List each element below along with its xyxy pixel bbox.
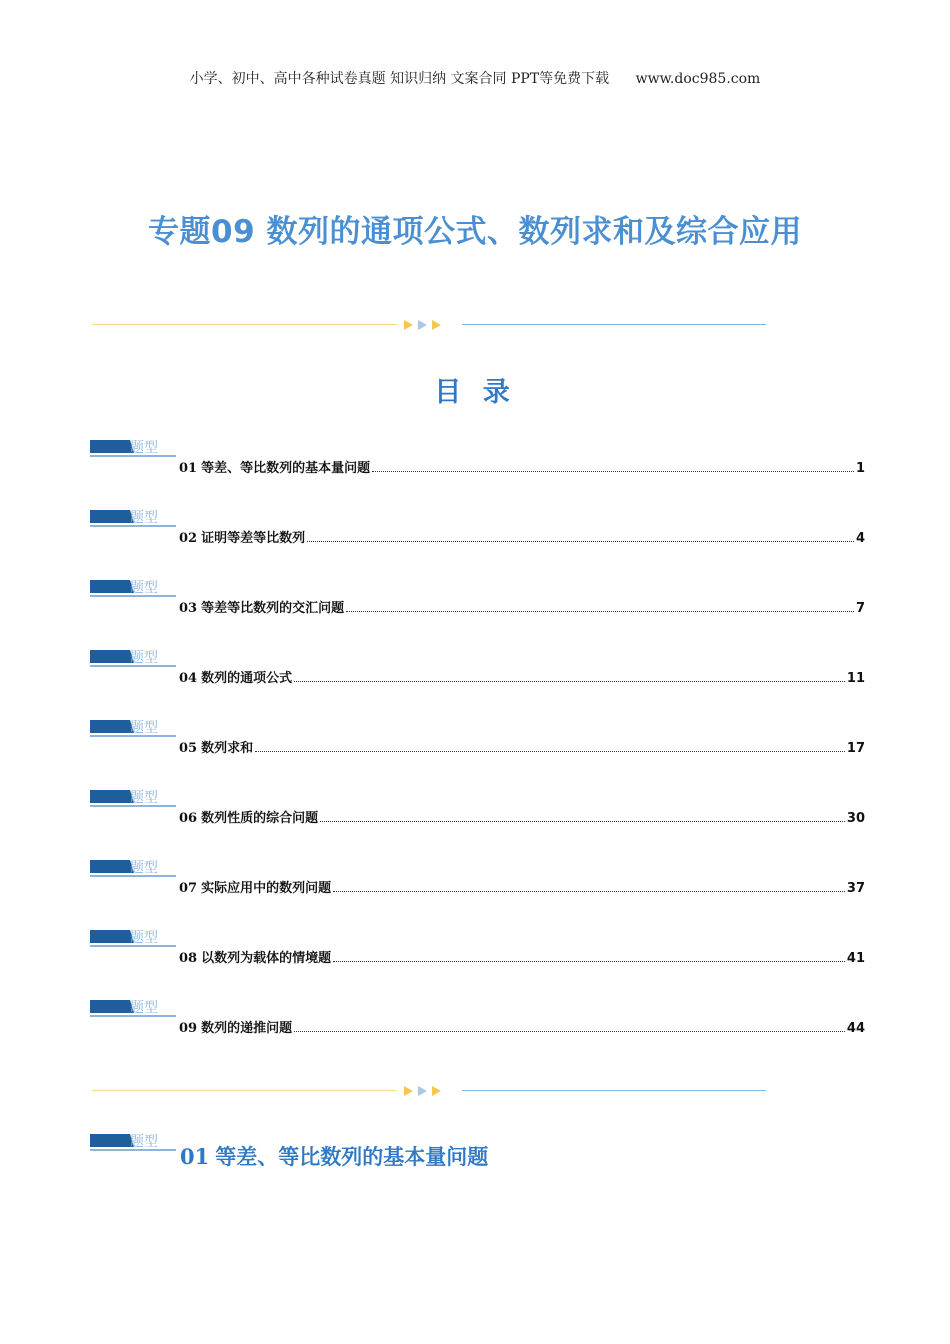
dot-leader [255,751,845,752]
toc-number: 08 [179,951,198,966]
toc-heading: 目 录 [434,377,516,408]
toc-entry[interactable] [179,947,865,966]
toc-number: 06 [179,811,198,826]
toc-page-number: 11 [846,671,865,686]
toc-item[interactable] [90,997,865,1043]
toc-number: 05 [179,741,198,756]
toc-item[interactable] [90,577,865,623]
toc-page-number: 37 [846,881,865,896]
toc-entry[interactable] [179,527,865,546]
toc-entry[interactable] [179,597,865,616]
toc-entry[interactable] [179,1017,865,1036]
toc-page-number: 4 [855,531,865,546]
toc-label: 数列性质的综合问题 [201,811,319,826]
toc-entry[interactable] [179,667,865,686]
toc-number: 04 [179,671,198,686]
toc-label: 证明等差等比数列 [201,531,306,546]
badge-label: 题型 [130,650,158,666]
toc-page-number: 7 [855,601,865,616]
toc-number: 07 [179,881,198,896]
toc-item[interactable] [90,437,865,483]
bottom-divider [92,1084,766,1098]
divider-line-left [92,324,397,325]
toc-label: 等差等比数列的交汇问题 [201,601,345,616]
header-url[interactable]: www.doc985.com [635,71,761,87]
toc-item[interactable] [90,787,865,833]
toc-label: 数列的通项公式 [201,671,293,686]
toc-entry[interactable] [179,807,865,826]
dot-leader [294,1031,845,1032]
toc-page-number: 41 [846,951,865,966]
dot-leader [307,541,854,542]
question-type-badge-icon [90,997,176,1021]
section-heading [90,1131,790,1171]
top-divider [92,318,766,332]
question-type-badge-icon [90,507,176,531]
toc-label: 实际应用中的数列问题 [201,881,332,896]
header-text: 小学、初中、高中各种试卷真题 知识归纳 文案合同 PPT等免费下载 [189,71,610,87]
toc-item[interactable] [90,717,865,763]
toc-number: 03 [179,601,198,616]
section-title [180,1141,488,1171]
toc-label: 数列求和 [201,741,254,756]
question-type-badge-icon [90,437,176,461]
section-label: 等差、等比数列的基本量问题 [215,1145,489,1169]
toc-number: 09 [179,1021,198,1036]
toc-page-number: 1 [855,461,865,476]
toc-page-number: 44 [846,1021,865,1036]
toc-item[interactable] [90,927,865,973]
dot-leader [346,611,854,612]
badge-label: 题型 [130,790,158,806]
toc-label: 数列的递推问题 [201,1021,293,1036]
toc-label: 等差、等比数列的基本量问题 [201,461,371,476]
question-type-badge-icon [90,717,176,741]
question-type-badge-icon [90,577,176,601]
badge-label: 题型 [130,860,158,876]
badge-label: 题型 [130,440,158,456]
triple-arrow-icon [402,318,452,332]
question-type-badge-icon [90,927,176,951]
document-title: 专题09 数列的通项公式、数列求和及综合应用 [148,214,802,250]
dot-leader [333,891,845,892]
question-type-badge-icon [90,647,176,671]
toc-entry[interactable] [179,877,865,896]
badge-label: 题型 [130,1134,158,1150]
toc-entry[interactable] [179,737,865,756]
divider-line-left [92,1090,397,1091]
dot-leader [372,471,854,472]
toc-entry[interactable] [179,457,865,476]
toc-item[interactable] [90,857,865,903]
toc-item[interactable] [90,647,865,693]
toc-page-number: 17 [846,741,865,756]
toc-page-number: 30 [846,811,865,826]
divider-line-right [462,324,766,325]
toc-number: 01 [179,461,198,476]
dot-leader [320,821,845,822]
toc-label: 以数列为载体的情境题 [201,951,332,966]
toc-number: 02 [179,531,198,546]
badge-label: 题型 [130,580,158,596]
question-type-badge-icon [90,1131,176,1155]
dot-leader [294,681,845,682]
toc-item[interactable] [90,507,865,553]
dot-leader [333,961,845,962]
badge-label: 题型 [130,720,158,736]
badge-label: 题型 [130,510,158,526]
triple-arrow-icon [402,1084,452,1098]
page-header [0,68,950,88]
question-type-badge-icon [90,787,176,811]
divider-line-right [462,1090,766,1091]
badge-label: 题型 [130,930,158,946]
section-number: 01 [180,1144,210,1169]
question-type-badge-icon [90,857,176,881]
badge-label: 题型 [130,1000,158,1016]
